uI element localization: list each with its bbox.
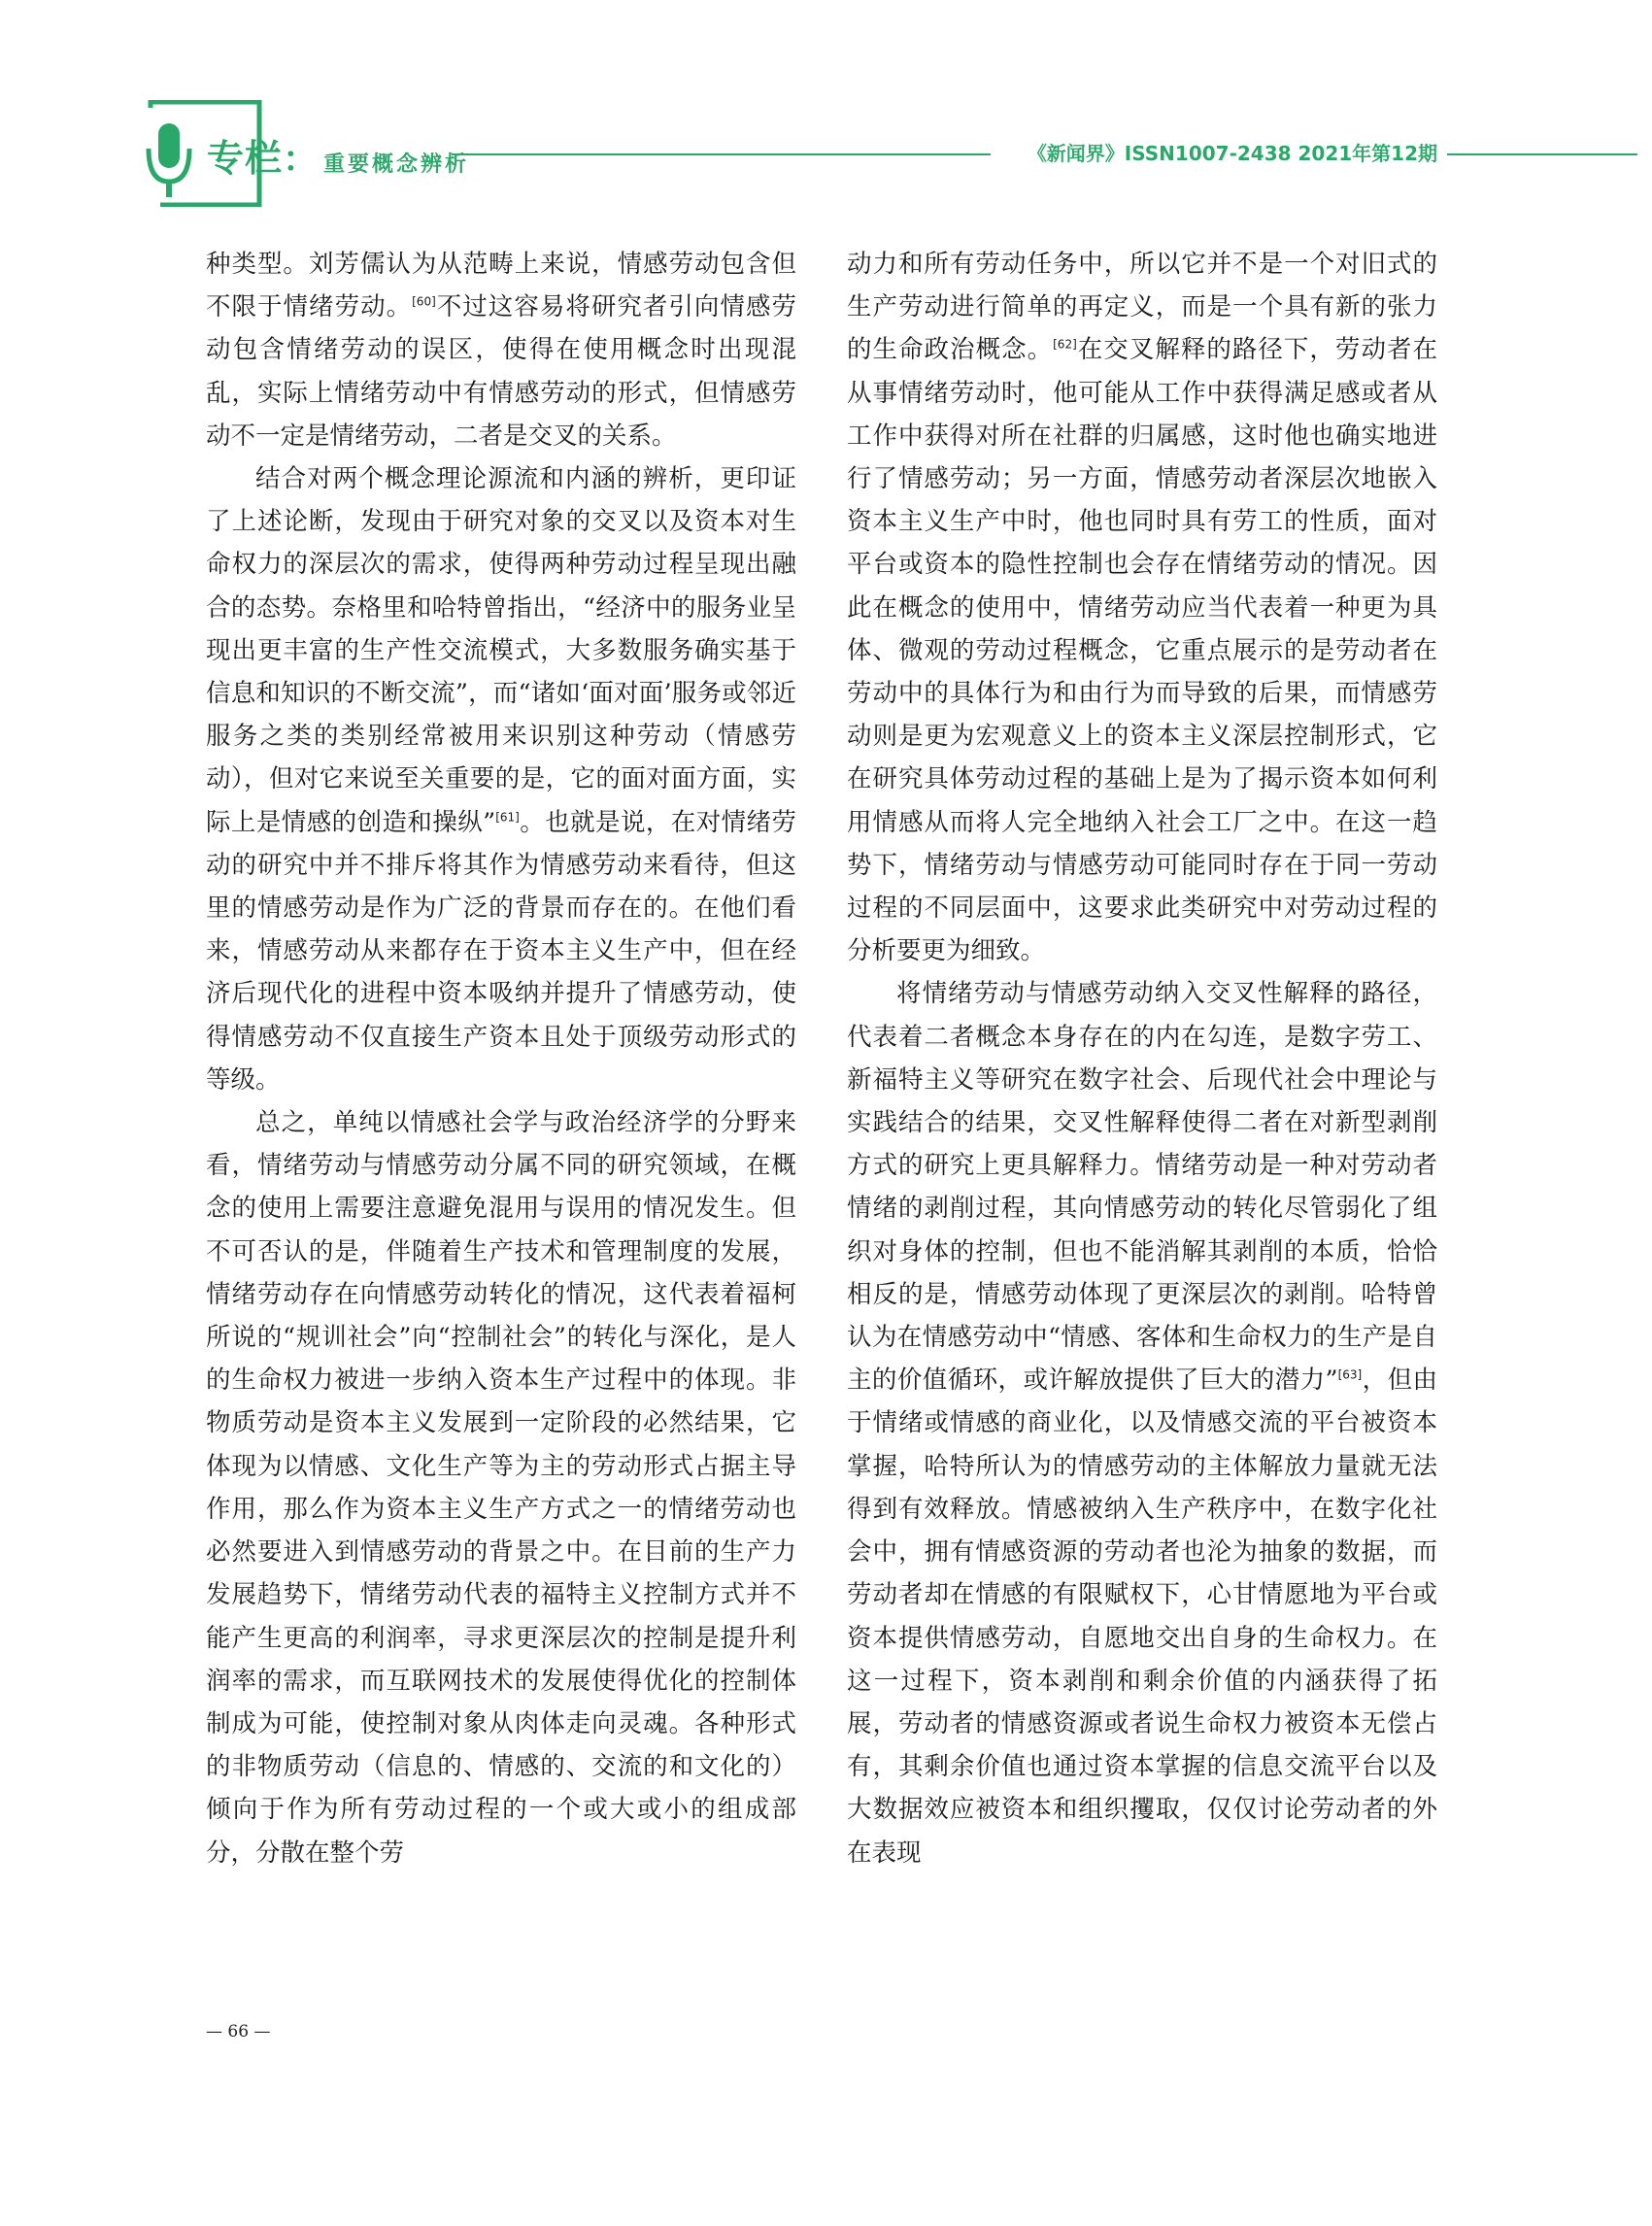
paragraph-text: 将情绪劳动与情感劳动纳入交叉性解释的路径，代表着二者概念本身存在的内在勾连，是数字劳工、新福特主义等研究在数字社会、后现代社会中理论与实践结合的结果，交叉性解释使得二者在对新型剥削方式的研究上更具解释力。情绪劳动是一种对劳动者情绪的剥削过程，其向情感劳动的转化尽管弱化了组织对身体的控制，但也不能消解其剥削的本质，恰恰相反的是，情感劳动体现了更深层次的剥削。哈特曾认为在情感劳动中“情感、客体和生命权力的生产是自主的价值循环，或许解放提供了巨大的潜力”	[847, 979, 1437, 1396]
paragraph-text: ，但由于情绪或情感的商业化，以及情感交流的平台被资本掌握，哈特所认为的情感劳动的主体解放力量就无法得到有效释放。情感被纳入生产秩序中，在数字化社会中，拥有情感资源的劳动者也沦为抽象的数据，而劳动者却在情感的有限赋权下，心甘情愿地为平台或资本提供情感劳动，自愿地交出自身的生命权力。在这一过程下，资本剥削和剩余价值的内涵获得了拓展，劳动者的情感资源或者说生命权力被资本无偿占有，其剩余价值也通过资本掌握的信息交流平台以及大数据效应被资本和组织攫取，仅仅讨论劳动者的外在表现	[847, 1366, 1437, 1868]
text-column-left	[206, 243, 796, 1874]
header-rule-left	[452, 153, 991, 155]
paragraph	[206, 457, 796, 1101]
paragraph	[206, 243, 796, 457]
column-name: 专栏	[207, 137, 284, 180]
paragraph	[206, 1101, 796, 1874]
column-separator: ：	[283, 140, 319, 180]
citation-marker: [62]	[1053, 337, 1077, 352]
paragraph-text: 种类型。刘芳儒认为从范畴上来说，情感劳动包含但不限于情绪劳动。	[206, 250, 796, 322]
paragraph-text: 总之，单纯以情感社会学与政治经济学的分野来看，情绪劳动与情感劳动分属不同的研究领域，在概念的使用上需要注意避免混用与误用的情况发生。但不可否认的是，伴随着生产技术和管理制度的发展，情绪劳动存在向情感劳动转化的情况，这代表着福柯所说的“规训社会”向“控制社会”的转化与深化，是人的生命权力被进一步纳入资本生产过程中的体现。非物质劳动是资本主义发展到一定阶段的必然结果，它体现为以情感、文化生产等为主的劳动形式占据主导作用，那么作为资本主义生产方式之一的情绪劳动也必然要进入到情感劳动的背景之中。在目前的生产力发展趋势下，情绪劳动代表的福特主义控制方式并不能产生更高的利润率，寻求更深层次的控制是提升利润率的需求，而互联网技术的发展使得优化的控制体制成为可能，使控制对象从肉体走向灵魂。各种形式的非物质劳动（信息的、情感的、交流的和文化的）倾向于作为所有劳动过程的一个或大或小的组成部分，分散在整个劳	[206, 1108, 796, 1868]
journal-info: 《新闻界》ISSN1007-2438 2021年第12期	[1027, 142, 1437, 165]
header-rule-right	[1447, 153, 1637, 155]
paragraph	[847, 972, 1437, 1873]
citation-marker: [61]	[495, 810, 520, 825]
paragraph-text: 。也就是说，在对情绪劳动的研究中并不排斥将其作为情感劳动来看待，但这里的情感劳动是作为广泛的背景而存在的。在他们看来，情感劳动从来都存在于资本主义生产中，但在经济后现代化的进程中资本吸纳并提升了情感劳动，使得情感劳动不仅直接生产资本且处于顶级劳动形式的等级。	[206, 807, 796, 1095]
paragraph	[847, 243, 1437, 972]
column-label	[207, 128, 469, 182]
text-column-right	[847, 243, 1437, 1874]
paragraph-text: 结合对两个概念理论源流和内涵的辨析，更印证了上述论断，发现由于研究对象的交叉以及资本对生命权力的深层次的需求，使得两种劳动过程呈现出融合的态势。奈格里和哈特曾指出，“经济中的服务业呈现出更丰富的生产性交流模式，大多数服务确实基于信息和知识的不断交流”，而“诸如‘面对面’服务或邻近服务之类的类别经常被用来识别这种劳动（情感劳动），但对它来说至关重要的是，它的面对面方面，实际上是情感的创造和操纵”	[206, 464, 796, 837]
paragraph-text: 动力和所有劳动任务中，所以它并不是一个对旧式的生产劳动进行简单的再定义，而是一个具有新的张力的生命政治概念。	[847, 250, 1437, 365]
paragraph-text: 不过这容易将研究者引向情感劳动包含情绪劳动的误区，使得在使用概念时出现混乱，实际上情绪劳动中有情感劳动的形式，但情感劳动不一定是情绪劳动，二者是交叉的关系。	[206, 292, 796, 451]
column-topic: 重要概念辨析	[323, 152, 470, 177]
page-number: — 66 —	[206, 2022, 271, 2041]
paragraph-text: 在交叉解释的路径下，劳动者在从事情绪劳动时，他可能从工作中获得满足感或者从工作中获得对所在社群的归属感，这时他也确实地进行了情感劳动；另一方面，情感劳动者深层次地嵌入资本主义生产中时，他也同时具有劳工的性质，面对平台或资本的隐性控制也会存在情绪劳动的情况。因此在概念的使用中，情绪劳动应当代表着一种更为具体、微观的劳动过程概念，它重点展示的是劳动者在劳动中的具体行为和由行为而导致的后果，而情感劳动则是更为宏观意义上的资本主义深层控制形式，它在研究具体劳动过程的基础上是为了揭示资本如何利用情感从而将人完全地纳入社会工厂之中。在这一趋势下，情绪劳动与情感劳动可能同时存在于同一劳动过程的不同层面中，这要求此类研究中对劳动过程的分析要更为细致。	[847, 335, 1437, 966]
citation-marker: [60]	[412, 294, 436, 309]
citation-marker: [63]	[1337, 1367, 1363, 1382]
